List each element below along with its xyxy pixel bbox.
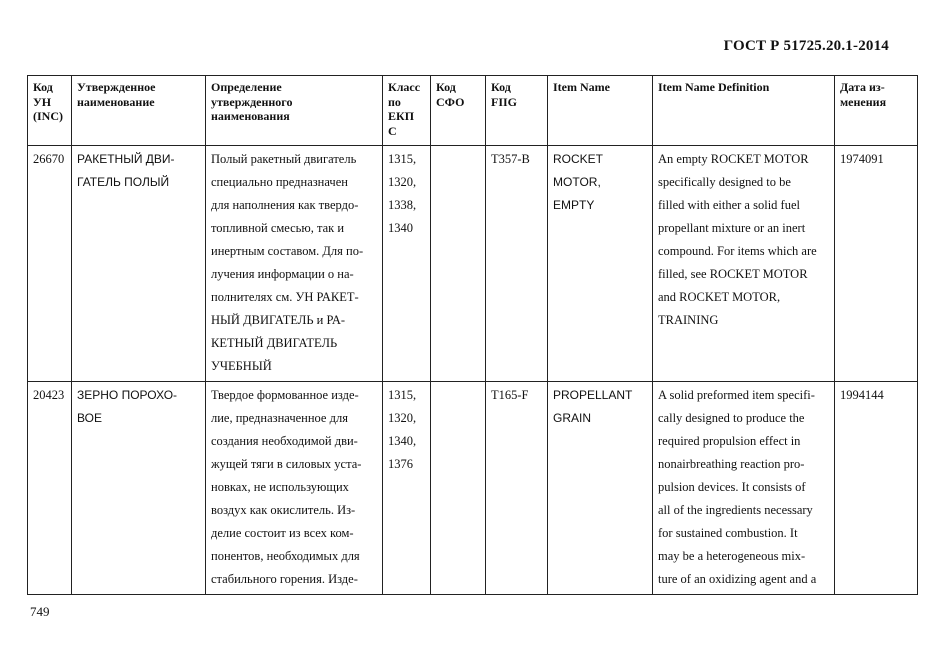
cell-line: T357-B	[491, 152, 530, 166]
cell-line: жущей тяги в силовых уста-	[211, 457, 362, 471]
cell-line: НЫЙ ДВИГАТЕЛЬ и РА-	[211, 313, 346, 327]
cell-line: менения	[840, 94, 887, 109]
cell-line: ЕКП	[388, 109, 415, 123]
item-name-cell	[548, 146, 653, 382]
sfo-code-cell	[431, 382, 486, 595]
ekps-class-cell	[383, 146, 431, 382]
cell-line: утвержденного	[211, 94, 293, 109]
cell-line: 26670	[33, 152, 65, 166]
cell-line: 1340	[388, 221, 413, 235]
cell-line: топливной смесью, так и	[211, 221, 345, 235]
cell-line: nonairbreathing reaction pro-	[658, 457, 805, 471]
cell-line: СФО	[436, 94, 465, 109]
inc-cell	[28, 382, 72, 595]
cell-line: лие, предназначенное для	[211, 411, 348, 425]
cell-line: 1376	[388, 457, 413, 471]
cell-line: Item Name Definition	[658, 80, 770, 94]
cell-line: GRAIN	[553, 411, 592, 425]
cell-line: filled with either a solid fuel	[658, 198, 800, 212]
column-header-item-name-definition	[653, 76, 835, 146]
cell-line: создания необходимой дви-	[211, 434, 358, 448]
fiig-code-cell	[486, 146, 548, 382]
cell-line: лучения информации о на-	[211, 267, 354, 281]
cell-line: по	[388, 94, 401, 109]
cell-line: FIIG	[491, 94, 518, 109]
ekps-class-cell	[383, 382, 431, 595]
approved-name-cell	[72, 146, 206, 382]
cell-line: may be a heterogeneous mix-	[658, 549, 806, 563]
cell-line: Item Name	[553, 80, 610, 94]
column-header-item-name	[548, 76, 653, 146]
cell-line: compound. For items which are	[658, 244, 817, 258]
cell-line: required propulsion effect in	[658, 434, 801, 448]
cell-line: specifically designed to be	[658, 175, 791, 189]
cell-line: Дата из-	[840, 80, 885, 94]
change-date-cell	[835, 146, 918, 382]
cell-line: наименование	[77, 94, 155, 109]
cell-line: TRAINING	[658, 313, 719, 327]
cell-line: полнителях см. УН РАКЕТ-	[211, 290, 359, 304]
cell-line: для наполнения как твердо-	[211, 198, 359, 212]
item-name-definition-cell	[653, 382, 835, 595]
cell-line: УН	[33, 94, 52, 109]
document-code: ГОСТ Р 51725.20.1-2014	[723, 38, 889, 54]
cell-line: КЕТНЫЙ ДВИГАТЕЛЬ	[211, 336, 338, 350]
cell-line: ture of an oxidizing agent and a	[658, 572, 817, 586]
cell-line: and ROCKET MOTOR,	[658, 290, 781, 304]
cell-line: воздух как окислитель. Из-	[211, 503, 356, 517]
column-header-sfo-code	[431, 76, 486, 146]
definition-cell	[206, 146, 383, 382]
cell-line: Код	[33, 80, 53, 94]
cell-line: инертным составом. Для по-	[211, 244, 364, 258]
cell-line: PROPELLANT	[553, 388, 633, 402]
column-header-inc	[28, 76, 72, 146]
approved-name-cell	[72, 382, 206, 595]
column-header-ekps-class	[383, 76, 431, 146]
definition-cell	[206, 382, 383, 595]
page-number: 749	[30, 604, 50, 619]
cell-line: ГАТЕЛЬ ПОЛЫЙ	[77, 175, 170, 189]
cell-line: наименования	[211, 109, 290, 123]
sfo-code-cell	[431, 146, 486, 382]
cell-line: специально предназначен	[211, 175, 348, 189]
cell-line: 1315,	[388, 388, 417, 402]
cell-line: ВОЕ	[77, 411, 102, 425]
cell-line: propellant mixture or an inert	[658, 221, 806, 235]
cell-line: 1994144	[840, 388, 884, 402]
cell-line: ROCKET	[553, 152, 604, 166]
column-header-fiig-code	[486, 76, 548, 146]
cell-line: cally designed to produce the	[658, 411, 805, 425]
cell-line: Код	[436, 80, 456, 94]
item-name-cell	[548, 382, 653, 595]
cell-line: понентов, необходимых для	[211, 549, 360, 563]
change-date-cell	[835, 382, 918, 595]
column-header-change-date	[835, 76, 918, 146]
cell-line: ЗЕРНО ПОРОХО-	[77, 388, 178, 402]
column-header-definition	[206, 76, 383, 146]
cell-line: Класс	[388, 80, 421, 94]
table-header-row	[28, 76, 918, 146]
cell-line: 1320,	[388, 411, 417, 425]
item-name-table	[27, 75, 918, 595]
cell-line: MOTOR,	[553, 175, 601, 189]
inc-cell	[28, 146, 72, 382]
cell-line: pulsion devices. It consists of	[658, 480, 806, 494]
cell-line: EMPTY	[553, 198, 595, 212]
cell-line: делие состоит из всех ком-	[211, 526, 354, 540]
cell-line: 1315,	[388, 152, 417, 166]
fiig-code-cell	[486, 382, 548, 595]
cell-line: An empty ROCKET MOTOR	[658, 152, 809, 166]
table-row	[28, 382, 918, 595]
cell-line: 1320,	[388, 175, 417, 189]
cell-line: 1338,	[388, 198, 417, 212]
cell-line: Утвержденное	[77, 80, 156, 94]
cell-line: новках, не использующих	[211, 480, 349, 494]
table-row	[28, 146, 918, 382]
cell-line: for sustained combustion. It	[658, 526, 798, 540]
cell-line: Полый ракетный двигатель	[211, 152, 357, 166]
cell-line: Определение	[211, 80, 282, 94]
cell-line: стабильного горения. Изде-	[211, 572, 358, 586]
cell-line: 20423	[33, 388, 65, 402]
cell-line: (INC)	[33, 109, 63, 123]
cell-line: РАКЕТНЫЙ ДВИ-	[77, 152, 175, 166]
item-name-definition-cell	[653, 146, 835, 382]
cell-line: С	[388, 123, 397, 138]
column-header-approved-name	[72, 76, 206, 146]
cell-line: all of the ingredients necessary	[658, 503, 813, 517]
cell-line: filled, see ROCKET MOTOR	[658, 267, 808, 281]
cell-line: Твердое формованное изде-	[211, 388, 359, 402]
cell-line: Код	[491, 80, 511, 94]
cell-line: 1340,	[388, 434, 417, 448]
cell-line: T165-F	[491, 388, 529, 402]
cell-line: 1974091	[840, 152, 884, 166]
cell-line: A solid preformed item specifi-	[658, 388, 815, 402]
cell-line: УЧЕБНЫЙ	[211, 359, 272, 373]
